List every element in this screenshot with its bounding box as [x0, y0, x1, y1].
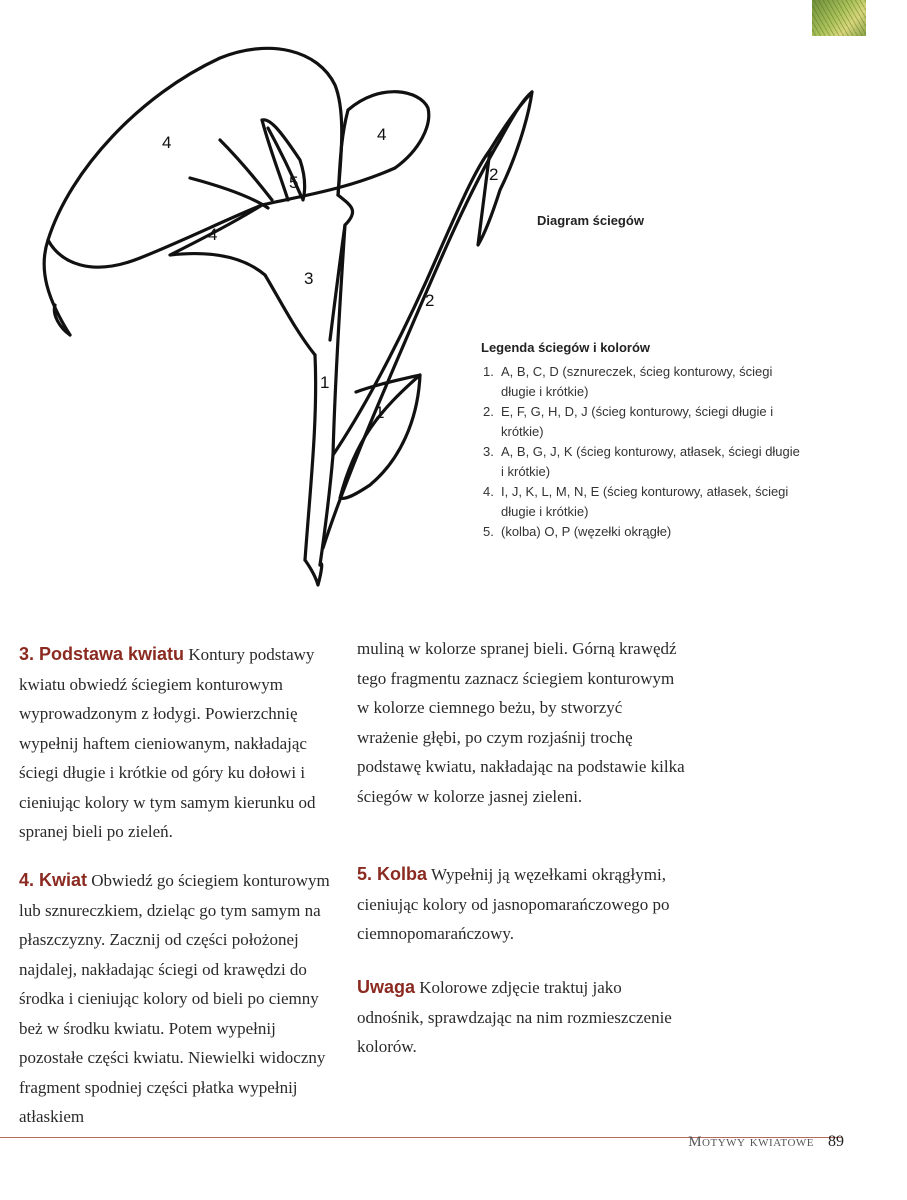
page-number: 89	[828, 1133, 844, 1150]
leaf-inner	[333, 150, 490, 455]
section-kolba	[357, 860, 687, 949]
legend-item: 5. (kolba) O, P (węzełki okrągłe)	[483, 524, 672, 539]
section-body: Kontury podstawy kwiatu obwiedź ściegiem konturowym wyprowadzonym z łodygi. Powierzchnię wypełnij haftem cieniowanym, nakładając ściegi długie i krótkie od góry ku dołowi i cieniując kolory w tym samym kierunku od spranej bieli po zieleń.	[19, 645, 316, 841]
region-label: 2	[489, 165, 499, 184]
section-heading: 3. Podstawa kwiatu	[19, 644, 185, 664]
section-body: Wypełnij ją węzełkami okrągłymi, cieniując kolory od jasnopomarańczowego po ciemnopomarańczowy.	[357, 865, 670, 943]
section-body: Obwiedź go ściegiem konturowym lub sznureczkiem, dzieląc go tym samym na płaszczyzny. Zacznij od części położonej najdalej, nakładając ściegi od krawędzi do środka i cieniując kolory od bieli po ciemny beż w środku kwiatu. Potem wypełnij pozostałe części kwiatu. Niewielki widoczny fragment spodniej części płatka wypełnij atłaskiem	[19, 871, 330, 1126]
region-label: 4	[377, 125, 387, 144]
stem-tip	[305, 560, 322, 585]
region-label: 1	[375, 403, 385, 422]
section-podstawa-kwiatu-continued	[357, 634, 687, 811]
section-body: muliną w kolorze spranej bieli. Górną krawędź tego fragmentu zaznacz ściegiem konturowym w kolorze ciemnego beżu, by stworzyć wrażenie głębi, po czym rozjaśnij trochę podstawę kwiatu, nakładając na podstawie kilka ściegów w kolorze jasnej zieleni.	[357, 639, 685, 806]
main-stem-right	[320, 225, 345, 565]
section-heading: 4. Kwiat	[19, 870, 88, 890]
section-body: Kolorowe zdjęcie traktuj jako odnośnik, sprawdzając na nim rozmieszczenie kolorów.	[357, 978, 672, 1056]
legend-item: 2. E, F, G, H, D, J (ścieg konturowy, ściegi długie i krótkie)	[483, 404, 774, 439]
page-footer	[688, 1133, 844, 1151]
legend-item: 3. A, B, G, J, K (ścieg konturowy, atłasek, ściegi długie i krótkie)	[483, 444, 800, 479]
section-heading: Uwaga	[357, 977, 416, 997]
diagram-title: Diagram ściegów	[537, 213, 644, 228]
region-label: 4	[162, 133, 172, 152]
region-label: 4	[208, 225, 218, 244]
section-kwiat	[19, 866, 337, 1132]
region-label: 2	[425, 291, 435, 310]
section-uwaga	[357, 973, 687, 1062]
lower-leaf	[340, 375, 420, 498]
region-label: 1	[320, 373, 330, 392]
region-label: 3	[304, 269, 314, 288]
leaf-tip	[478, 92, 532, 245]
legend-title: Legenda ściegów i kolorów	[481, 340, 651, 355]
main-stem-left	[305, 355, 316, 560]
legend-item: 1. A, B, C, D (sznureczek, ścieg konturowy, ściegi długie i krótkie)	[483, 364, 773, 399]
front-petal-lower-edge	[170, 205, 315, 355]
legend-item: 4. I, J, K, L, M, N, E (ścieg konturowy, atłasek, ściegi długie i krótkie)	[483, 484, 789, 519]
section-heading: 5. Kolba	[357, 864, 428, 884]
region-label: 5	[289, 173, 299, 192]
section-podstawa-kwiatu	[19, 640, 337, 847]
legend-list	[483, 362, 803, 542]
spadix-lines	[190, 120, 302, 208]
running-head: Motywy kwiatowe	[688, 1134, 814, 1150]
